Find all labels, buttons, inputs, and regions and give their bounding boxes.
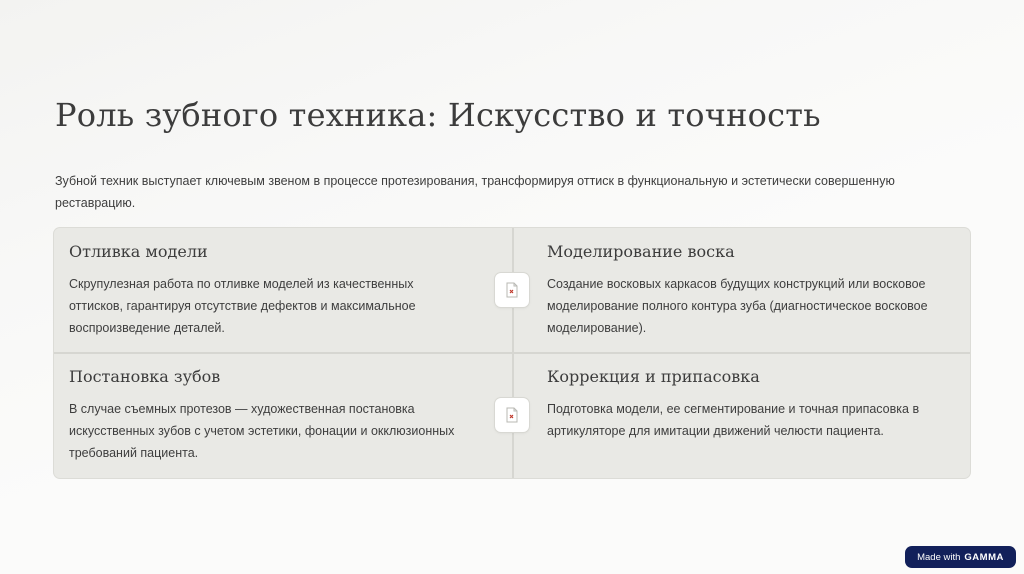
made-with-gamma-badge[interactable] [905,546,1016,568]
card-text: Скрупулезная работа по отливке моделей из качественных оттисков, гарантируя отсутствие дефектов и максимальное воспроизведение деталей. [69,277,416,335]
card-casting [54,228,512,353]
card-title: Моделирование воска [547,242,735,261]
broken-image-icon [495,398,529,432]
gamma-logo: GAMMA [964,551,1004,563]
badge-prefix: Made with [917,551,961,563]
page-title: Роль зубного техника: Искусство и точность [55,96,821,134]
card-wax-modeling [512,228,970,353]
card-title: Постановка зубов [69,367,221,386]
card-title: Коррекция и припасовка [547,367,760,386]
card-text: В случае съемных протезов — художественная постановка искусственных зубов с учетом эстетики, фонации и окклюзионных требований пациента. [69,402,455,460]
card-title: Отливка модели [69,242,208,261]
grid-divider-horizontal [54,352,970,354]
broken-image-icon [495,273,529,307]
card-text: Подготовка модели, ее сегментирование и точная припасовка в артикуляторе для имитации движений челюсти пациента. [547,402,920,438]
cards-grid [54,228,970,478]
card-correction [512,353,970,478]
card-text: Создание восковых каркасов будущих конструкций или восковое моделирование полного контура зуба (диагностическое восковое моделирование). [547,277,928,335]
card-teeth-setup [54,353,512,478]
intro-text: Зубной техник выступает ключевым звеном в процессе протезирования, трансформируя оттиск в функциональную и эстетически совершенную реставрацию. [55,174,895,210]
